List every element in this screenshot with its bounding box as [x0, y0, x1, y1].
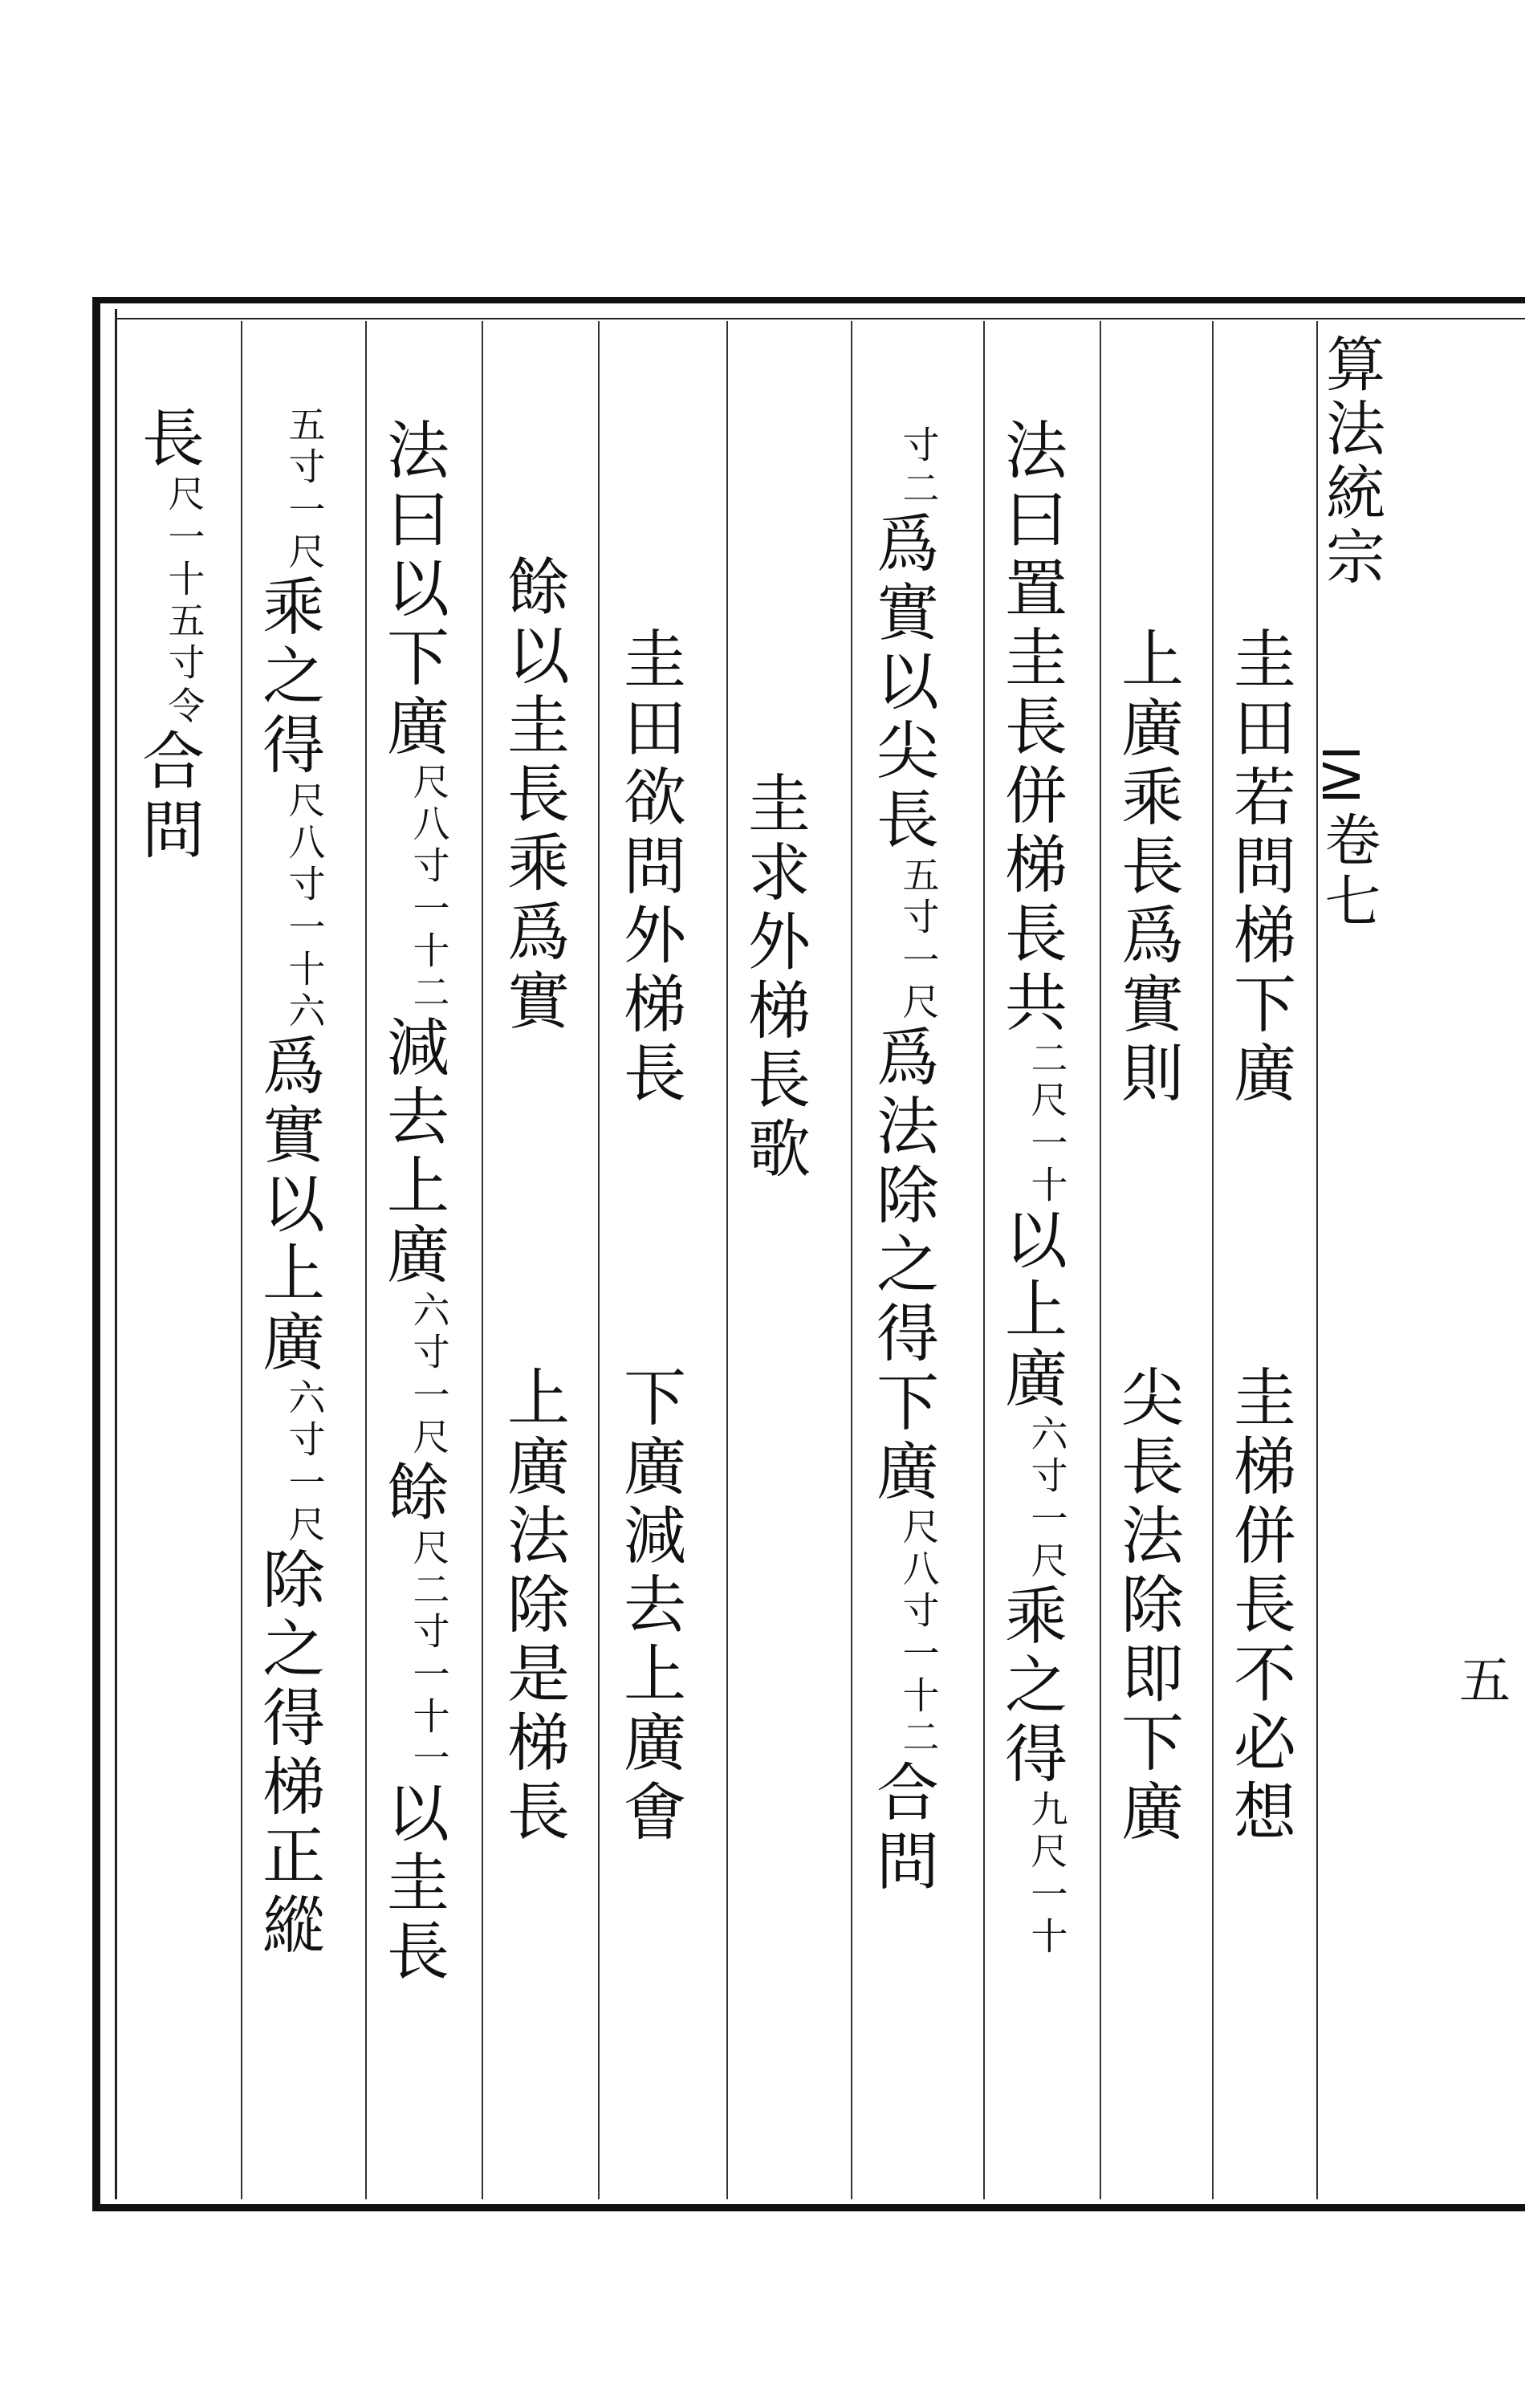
method-line: [994, 417, 1069, 1959]
numeric-note: [407, 1528, 451, 1780]
column-rule: [365, 321, 367, 2199]
note-right: 令: [162, 686, 206, 728]
note-right: 一十: [1025, 1124, 1069, 1207]
text-run: 爲實以尖長: [866, 510, 938, 856]
fish-tail-ornament: [1323, 750, 1360, 799]
method-line: [252, 405, 327, 1961]
verse-line: 餘以圭長乘爲實: [497, 554, 569, 1037]
numeric-note: [283, 781, 327, 1033]
numeric-note: [1025, 1414, 1069, 1583]
note-left: 五寸: [162, 601, 206, 685]
text-run: 除之得梯正縱: [252, 1547, 324, 1961]
note-left: 尺八寸: [283, 781, 327, 906]
text-run: 爲實以上廣: [252, 1033, 324, 1378]
note-right: 二: [897, 469, 941, 510]
folio-number: 五: [1459, 1652, 1511, 1711]
numeric-note: [283, 1378, 327, 1547]
column-rule: [1316, 321, 1318, 2199]
numeric-note: [897, 1507, 941, 1759]
note-left: 九尺: [1025, 1790, 1069, 1873]
note-left: 五寸: [897, 856, 941, 939]
numeric-note: [897, 856, 941, 1024]
note-left: 尺八寸: [407, 763, 451, 888]
note-right: 一尺: [407, 1376, 451, 1459]
method-line: [132, 405, 206, 866]
method-line: [866, 425, 941, 1898]
verse-title: 圭求外梯長歌: [738, 771, 810, 1185]
verse-line: 上廣乘長爲實則: [1111, 626, 1183, 1109]
column-rule: [726, 321, 728, 2199]
method-line: [376, 417, 451, 1987]
verse-line: 圭田欲問外梯長: [613, 626, 685, 1109]
verse-line: 下廣減去上廣㑹: [613, 1365, 685, 1848]
inner-border-rule: [115, 309, 117, 2199]
numeric-note: [1025, 1790, 1069, 1959]
note-right: 一尺: [897, 941, 941, 1024]
note-right: 一十六: [283, 908, 327, 1033]
note-left: 二尺: [1025, 1039, 1069, 1122]
numeric-note: [407, 1291, 451, 1459]
numeric-note: [283, 405, 327, 574]
verse-line: 上廣法除是梯長: [497, 1365, 569, 1848]
numeric-note: [1025, 1039, 1069, 1207]
juan-number: 卷七: [1316, 811, 1381, 933]
note-left: 六寸: [407, 1291, 451, 1374]
text-run: 法曰置圭長併梯長共: [994, 417, 1067, 1039]
inner-top-rule: [115, 318, 1525, 319]
numeric-note: [162, 474, 206, 601]
note-right: 一十: [162, 518, 206, 601]
column-rule: [1212, 321, 1214, 2199]
text-run: 合問: [866, 1759, 938, 1898]
note-left: 寸: [897, 425, 941, 467]
text-run: 法曰以下廣: [376, 417, 449, 763]
note-left: 五寸: [283, 405, 327, 489]
numeric-note: [897, 425, 941, 510]
numeric-note: [407, 763, 451, 1015]
note-left: 尺八寸: [897, 1507, 941, 1633]
text-run: 以圭長: [376, 1780, 449, 1987]
column-rule: [983, 321, 985, 2199]
numeric-note: [162, 601, 206, 728]
column-rule: [241, 321, 242, 2199]
note-left: 六寸: [1025, 1414, 1069, 1498]
text-run: 合問: [132, 728, 204, 866]
verse-line: 圭梯併長不必想: [1223, 1365, 1295, 1848]
note-right: 一尺: [283, 490, 327, 574]
note-right: 一尺: [1025, 1499, 1069, 1583]
note-right: 一十: [1025, 1875, 1069, 1959]
book-title: 算法統宗: [1316, 333, 1385, 590]
column-rule: [598, 321, 600, 2199]
note-right: 一十二: [407, 889, 451, 1015]
column-rule: [482, 321, 483, 2199]
text-run: 乘之得: [994, 1583, 1067, 1790]
text-run: 爲法除之得下廣: [866, 1024, 938, 1507]
text-run: 以上廣: [994, 1207, 1067, 1414]
note-left: 六寸: [283, 1378, 327, 1462]
text-run: 減去上廣: [376, 1015, 449, 1291]
note-left: 尺: [162, 474, 206, 516]
note-left: 尺二寸: [407, 1528, 451, 1653]
verse-line: 圭田若問梯下廣: [1223, 626, 1295, 1109]
note-right: 一十二: [897, 1634, 941, 1759]
text-run: 餘: [376, 1459, 449, 1528]
verse-line: 尖長法除即下廣: [1111, 1365, 1183, 1848]
text-run: 乘之得: [252, 574, 324, 781]
column-rule: [851, 321, 852, 2199]
note-right: 一尺: [283, 1463, 327, 1547]
text-run: 長: [132, 405, 204, 474]
note-right: 一十一: [407, 1655, 451, 1780]
column-rule: [1100, 321, 1101, 2199]
